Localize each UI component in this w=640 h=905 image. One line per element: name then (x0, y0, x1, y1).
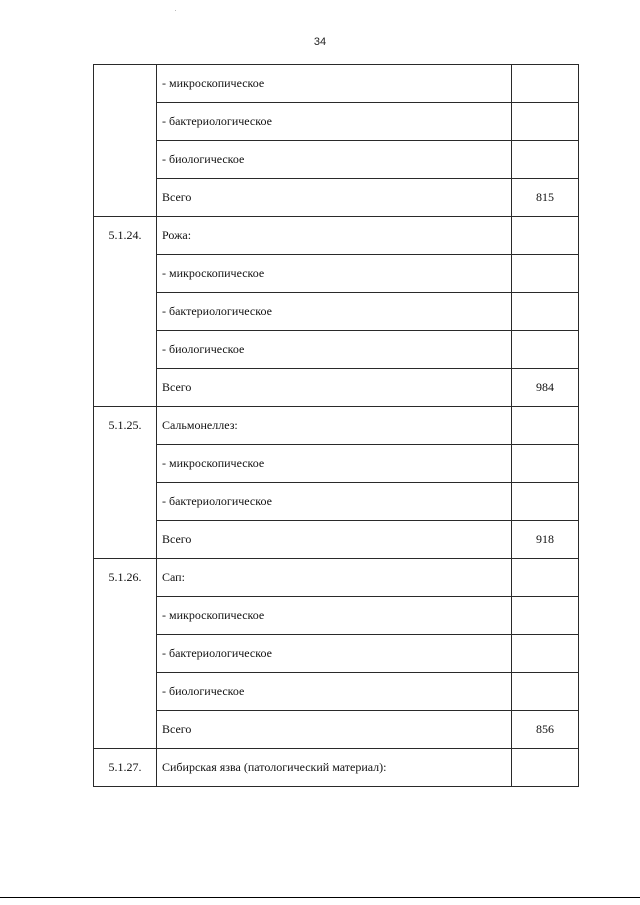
table-row (94, 103, 579, 141)
table-row (94, 521, 579, 559)
row-value (512, 141, 579, 179)
table-row (94, 711, 579, 749)
row-value (512, 483, 579, 521)
row-value (512, 103, 579, 141)
row-name: - микроскопическое (157, 65, 512, 103)
table-row (94, 369, 579, 407)
table-row (94, 483, 579, 521)
row-name: - бактериологическое (157, 103, 512, 141)
row-value (512, 635, 579, 673)
tariff-table (93, 64, 579, 787)
table-row (94, 749, 579, 787)
row-name: Сап: (157, 559, 512, 597)
row-value (512, 65, 579, 103)
row-name: Рожа: (157, 217, 512, 255)
row-name: - биологическое (157, 331, 512, 369)
row-name: - биологическое (157, 141, 512, 179)
table-row (94, 407, 579, 445)
row-value (512, 255, 579, 293)
row-name: - микроскопическое (157, 597, 512, 635)
page-number: 34 (313, 36, 327, 48)
row-value: 815 (512, 179, 579, 217)
table-row (94, 331, 579, 369)
row-value (512, 407, 579, 445)
section-code: 5.1.26. (94, 559, 157, 749)
table-row (94, 293, 579, 331)
row-name: Сибирская язва (патологический материал): (157, 749, 512, 787)
row-value (512, 445, 579, 483)
row-name: - микроскопическое (157, 445, 512, 483)
scan-speck (175, 10, 176, 11)
row-value (512, 293, 579, 331)
table-row (94, 141, 579, 179)
row-name: - микроскопическое (157, 255, 512, 293)
row-value: 918 (512, 521, 579, 559)
row-name: Всего (157, 711, 512, 749)
row-value: 984 (512, 369, 579, 407)
table-row (94, 635, 579, 673)
section-code (94, 65, 157, 217)
row-name: Всего (157, 369, 512, 407)
row-name: - биологическое (157, 673, 512, 711)
section-code: 5.1.24. (94, 217, 157, 407)
row-value (512, 673, 579, 711)
section-code: 5.1.25. (94, 407, 157, 559)
table-row (94, 65, 579, 103)
table-row (94, 217, 579, 255)
table-row (94, 597, 579, 635)
table-row (94, 179, 579, 217)
row-value: 856 (512, 711, 579, 749)
bottom-rule (0, 897, 640, 898)
row-value (512, 217, 579, 255)
section-code: 5.1.27. (94, 749, 157, 787)
table-body (94, 65, 579, 787)
row-value (512, 597, 579, 635)
table-row (94, 255, 579, 293)
row-name: - бактериологическое (157, 635, 512, 673)
row-value (512, 749, 579, 787)
row-name: - бактериологическое (157, 293, 512, 331)
row-name: Всего (157, 179, 512, 217)
table-row (94, 445, 579, 483)
table-row (94, 673, 579, 711)
row-name: Сальмонеллез: (157, 407, 512, 445)
row-value (512, 559, 579, 597)
row-name: - бактериологическое (157, 483, 512, 521)
table-row (94, 559, 579, 597)
row-value (512, 331, 579, 369)
row-name: Всего (157, 521, 512, 559)
